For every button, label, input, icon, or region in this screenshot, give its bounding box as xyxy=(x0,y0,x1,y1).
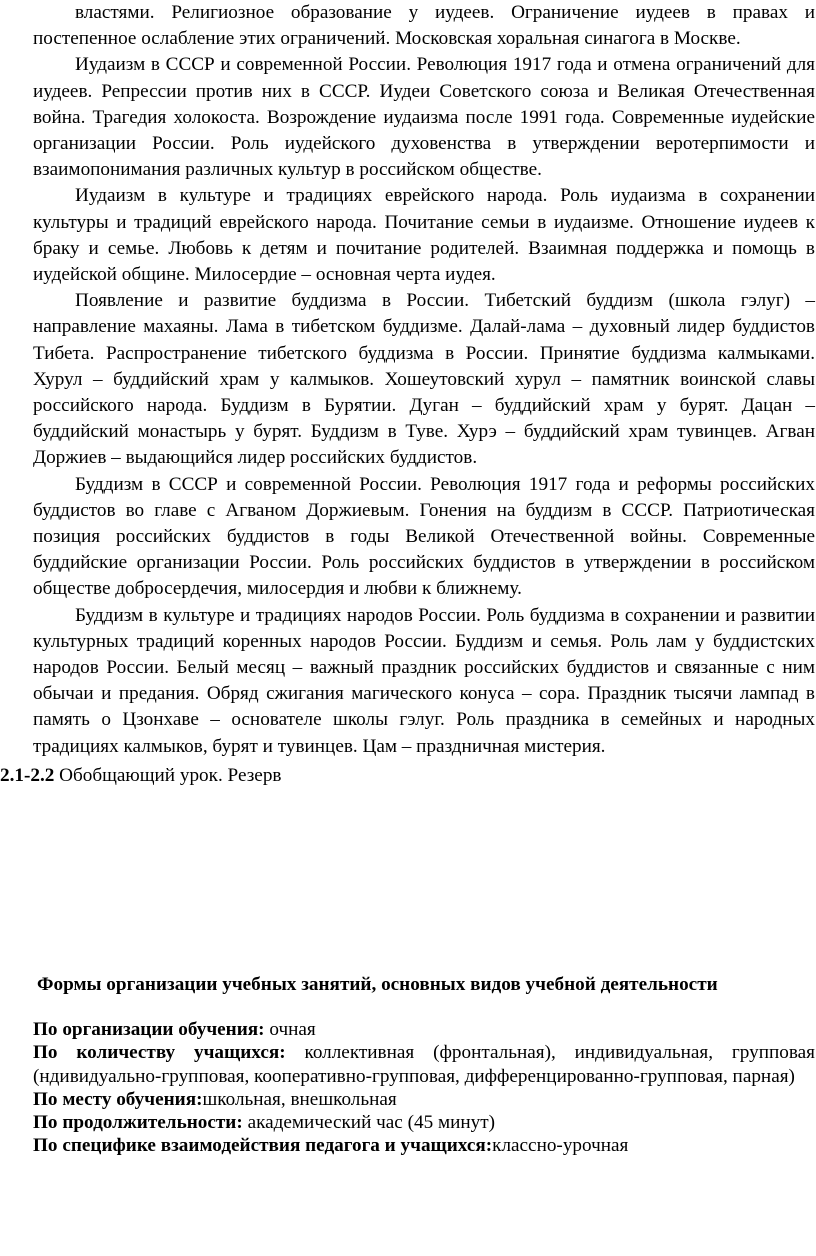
forms-item-label: По месту обучения: xyxy=(33,1088,203,1110)
lesson-number: 2.1-2.2 xyxy=(0,765,55,786)
forms-item-label: По организации обучения: xyxy=(33,1019,265,1040)
paragraph-buddhism-ussr: Буддизм в СССР и современной России. Революция 1917 года и реформы российских буддистов во главе с Агваном Доржиевым. Гонения на буддизм в СССР. Патриотическая позиция российских буддистов в годы Великой Отечественной войны. Современные буддийские организации России. Роль российских буддистов в утверждении в российском обществе добросердечия, милосердия и любви к ближнему. xyxy=(33,473,815,600)
paragraph-buddhism-culture: Буддизм в культуре и традициях народов России. Роль буддизма в сохранении и развитии культурных традиций коренных народов России. Буддизм и семья. Роль лам у буддистских народов России. Белый месяц – важный праздник российских буддистов и связанные с ним обычаи и предания. Обряд сжигания магического конуса – сора. Праздник тысячи лампад в память о Цзонхаве – основателе школы гэлуг. Роль праздника в семейных и народных традициях калмыков, бурят и тувинцев. Цам – праздничная мистерия. xyxy=(33,604,815,757)
forms-item-value: очная xyxy=(264,1019,316,1040)
forms-list xyxy=(33,1018,815,1158)
paragraph-judaism-ussr: Иудаизм в СССР и современной России. Революция 1917 года и отмена ограничений для иудеев. Репрессии против них в СССР. Иудеи Советского союза и Великая Отечественная война. Трагедия холокоста. Возрождение иудаизма после 1991 года. Современные иудейские организации России. Роль иудейского духовенства в утверждении веротерпимости и взаимопонимания различных культур в российском обществе. xyxy=(33,54,815,181)
paragraph-buddhism-russia: Появление и развитие буддизма в России. Тибетский буддизм (школа гэлуг) – направление махаяны. Лама в тибетском буддизме. Далай-лама – духовный лидер буддистов Тибета. Распространение тибетского буддизма в России. Принятие буддизма калмыками. Хурул – буддийский храм у калмыков. Хошеутовский хурул – памятник воинской славы российского народа. Буддизм в Бурятии. Дуган – буддийский храм у бурят. Дацан – буддийский монастырь у бурят. Буддизм в Туве. Хурэ – буддийский храм тувинцев. Агван Доржиев – выдающийся лидер российских буддистов. xyxy=(33,290,815,469)
forms-item-label: По количеству учащихся: xyxy=(33,1042,286,1064)
forms-item-value: классно-урочная xyxy=(492,1135,629,1157)
forms-item-value: школьная, внешкольная xyxy=(202,1088,397,1110)
forms-item-place xyxy=(33,1088,815,1111)
paragraph-judaism-education: властями. Религиозное образование у иудеев. Ограничение иудеев в правах и постепенное ослабление этих ограничений. Московская хоральная синагога в Москве. xyxy=(33,2,815,50)
lesson-entry xyxy=(0,763,800,789)
syllabus-body-text xyxy=(33,0,815,760)
forms-item-value: коллективная (фронтальная), индивидуальная, групповая (ндивидуально-групповая, кооперативно-групповая, дифференцированно-групповая, парная) xyxy=(33,1042,815,1087)
forms-item-value: академический час (45 минут) xyxy=(242,1112,496,1134)
forms-item-organization xyxy=(33,1018,815,1041)
paragraph-judaism-culture: Иудаизм в культуре и традициях еврейского народа. Роль иудаизма в сохранении культуры и традиций еврейского народа. Почитание семьи в иудаизме. Отношение иудеев к браку и семье. Любовь к детям и почитание родителей. Взаимная поддержка и помощь в иудейской общине. Милосердие – основная черта иудея. xyxy=(33,185,815,286)
lesson-title: Обобщающий урок. Резерв xyxy=(54,765,282,786)
forms-item-duration xyxy=(33,1111,815,1134)
forms-item-student-count xyxy=(33,1041,815,1088)
forms-item-label: По специфике взаимодействия педагога и учащихся: xyxy=(33,1135,493,1157)
forms-section-heading: Формы организации учебных занятий, основных видов учебной деятельности xyxy=(37,974,718,995)
forms-item-interaction xyxy=(33,1134,815,1157)
forms-item-label: По продолжительности: xyxy=(33,1112,243,1134)
